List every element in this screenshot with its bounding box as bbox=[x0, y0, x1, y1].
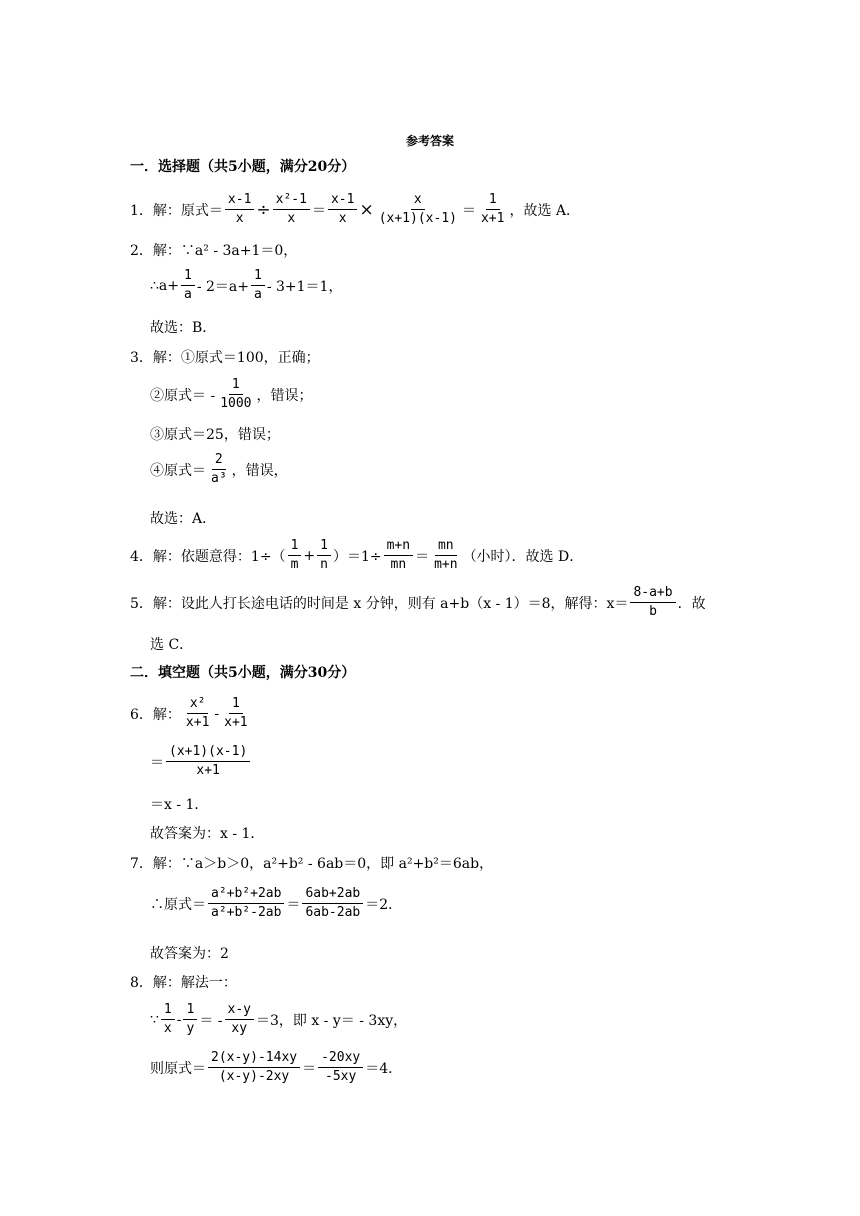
question-5-line-1 bbox=[130, 585, 706, 620]
fraction: $\frac{m+n}{mn}$ bbox=[384, 538, 413, 573]
fraction: $\frac{x-y}{xy}$ bbox=[225, 1002, 254, 1037]
question-3-line-1 bbox=[130, 347, 320, 367]
solution-text: 解：解法一： bbox=[152, 975, 237, 991]
fraction: $\frac{-20xy}{-5xy}$ bbox=[318, 1050, 363, 1085]
question-number: 1． bbox=[130, 202, 153, 219]
fraction: $\frac{\text{a²+b²+2ab}}{\text{a²+b²-2ab}}$ bbox=[208, 886, 284, 921]
question-8-line-2 bbox=[150, 1002, 407, 1037]
minus-sign: - bbox=[214, 705, 220, 722]
section-heading-choice: 一．选择题（共5小题，满分20分） bbox=[130, 159, 356, 175]
times-sign: × bbox=[359, 199, 374, 220]
fraction: $\frac{1}{x}$ bbox=[161, 1002, 175, 1037]
question-7-line-1 bbox=[130, 853, 493, 873]
question-3-answer: 故选：A． bbox=[150, 511, 217, 527]
fraction: $\frac{1}{a}$ bbox=[181, 268, 195, 303]
solution-text: ，错误， bbox=[231, 462, 288, 479]
question-8-line-1 bbox=[130, 972, 237, 992]
fraction: $\frac{1}{a}$ bbox=[251, 268, 265, 303]
equals-sign: ＝ bbox=[415, 548, 430, 565]
fraction: $\frac{1}{1000}$ bbox=[220, 377, 252, 411]
minus-sign: - bbox=[176, 1011, 182, 1028]
solution-text: ∵ bbox=[150, 1011, 159, 1028]
page-title: 参考答案 bbox=[405, 134, 454, 148]
equals-sign: ＝ bbox=[302, 1060, 317, 1077]
solution-text: 解：∵a² - 3a+1＝0， bbox=[152, 243, 298, 259]
question-7-line-2 bbox=[150, 886, 402, 921]
question-3-line-2 bbox=[150, 377, 313, 412]
fraction: $\frac{x-1}{x}$ bbox=[328, 192, 357, 227]
question-2-line-1 bbox=[130, 240, 297, 260]
question-7-answer: 故答案为：2 bbox=[150, 946, 229, 962]
solution-text: 解：设此人打长途电话的时间是 x 分钟，则有 a+b（x - 1）＝8，解得：x＝ bbox=[152, 595, 629, 612]
fraction: $\frac{1}{m}$ bbox=[288, 538, 302, 573]
solution-text: ．故 bbox=[677, 595, 706, 612]
fraction: $\frac{\text{x²-1}}{x}$ bbox=[273, 192, 310, 227]
solution-text: ＝2． bbox=[365, 896, 403, 913]
question-number: 5． bbox=[130, 595, 153, 612]
question-6-line-1 bbox=[130, 696, 253, 731]
solution-text: ，错误； bbox=[256, 387, 313, 404]
fraction: $\frac{\text{x²}}{x+1}$ bbox=[185, 696, 210, 730]
fraction: $\frac{1}{x+1}$ bbox=[224, 696, 248, 730]
solution-text: - 3+1＝1， bbox=[266, 278, 343, 295]
question-2-answer: 故选：B． bbox=[150, 320, 217, 336]
question-5-line-2: 选 C． bbox=[150, 637, 194, 653]
fraction: $\frac{x-1}{x}$ bbox=[225, 192, 254, 227]
question-number: 7． bbox=[130, 856, 153, 872]
question-3-line-3: ③原式＝25，错误； bbox=[150, 427, 280, 443]
divide-sign: ÷ bbox=[256, 199, 271, 220]
solution-text: 解：∵a＞b＞0，a²+b² - 6ab＝0，即 a²+b²＝6ab， bbox=[152, 856, 494, 872]
fraction: $\frac{2(x-y)-14xy}{(x-y)-2xy}$ bbox=[208, 1050, 300, 1085]
solution-text: 则原式＝ bbox=[150, 1060, 206, 1077]
fraction: $\frac{x}{(x+1)(x-1)}$ bbox=[378, 192, 457, 226]
question-1-solution bbox=[130, 192, 580, 227]
solution-text: 解： bbox=[152, 706, 181, 723]
solution-text: 解：依题意得：1÷（ bbox=[152, 548, 286, 565]
question-number: 4． bbox=[130, 548, 153, 565]
solution-text: ∴a+ bbox=[150, 277, 179, 294]
fraction: $\frac{8-a+b}{b}$ bbox=[630, 585, 675, 620]
solution-text: ＝3，即 x - y＝ - 3xy， bbox=[255, 1012, 408, 1029]
question-number: 2． bbox=[130, 243, 153, 259]
question-8-line-3 bbox=[150, 1050, 402, 1085]
solution-text: ＝4． bbox=[365, 1060, 403, 1077]
question-6-line-3: ＝x - 1． bbox=[150, 797, 209, 813]
question-6-answer: 故答案为：x - 1． bbox=[150, 826, 265, 842]
question-number: 8． bbox=[130, 975, 153, 991]
equals-sign: ＝ bbox=[461, 202, 476, 219]
equals-sign: ＝ bbox=[286, 896, 301, 913]
fraction: $\frac{1}{n}$ bbox=[317, 538, 331, 573]
question-3-line-4 bbox=[150, 452, 288, 487]
question-4-solution bbox=[130, 538, 583, 573]
question-2-line-2 bbox=[150, 268, 342, 303]
solution-text: ∴原式＝ bbox=[150, 896, 206, 913]
solution-text: ④原式＝ bbox=[150, 462, 206, 479]
plus-sign: + bbox=[303, 547, 316, 564]
solution-text: ＝ - bbox=[199, 1012, 223, 1029]
section-heading-fill: 二．填空题（共5小题，满分30分） bbox=[130, 665, 356, 681]
fraction: $\frac{1}{x+1}$ bbox=[480, 192, 505, 226]
question-number: 3． bbox=[130, 350, 153, 366]
fraction: $\frac{mn}{m+n}$ bbox=[434, 538, 458, 572]
solution-text: ）＝1÷ bbox=[332, 548, 382, 565]
equals-sign: ＝ bbox=[311, 202, 326, 219]
fraction: $\frac{(x+1)(x-1)}{x+1}$ bbox=[166, 744, 250, 779]
solution-text: 解：①原式＝100，正确； bbox=[152, 350, 320, 366]
equals-sign: ＝ bbox=[150, 754, 164, 771]
solution-text: 解：原式＝ bbox=[152, 202, 223, 219]
question-number: 6． bbox=[130, 706, 153, 723]
fraction: $\frac{2}{\text{a³}}$ bbox=[211, 452, 227, 486]
solution-text: （小时）．故选 D． bbox=[462, 548, 584, 565]
fraction: $\frac{1}{y}$ bbox=[183, 1002, 197, 1037]
solution-text: ②原式＝ - bbox=[150, 387, 216, 404]
solution-text: ，故选 A． bbox=[509, 202, 581, 219]
fraction: $\frac{6ab+2ab}{6ab-2ab}$ bbox=[302, 886, 363, 921]
solution-text: - 2＝a+ bbox=[196, 278, 249, 295]
question-6-line-2 bbox=[150, 744, 252, 779]
